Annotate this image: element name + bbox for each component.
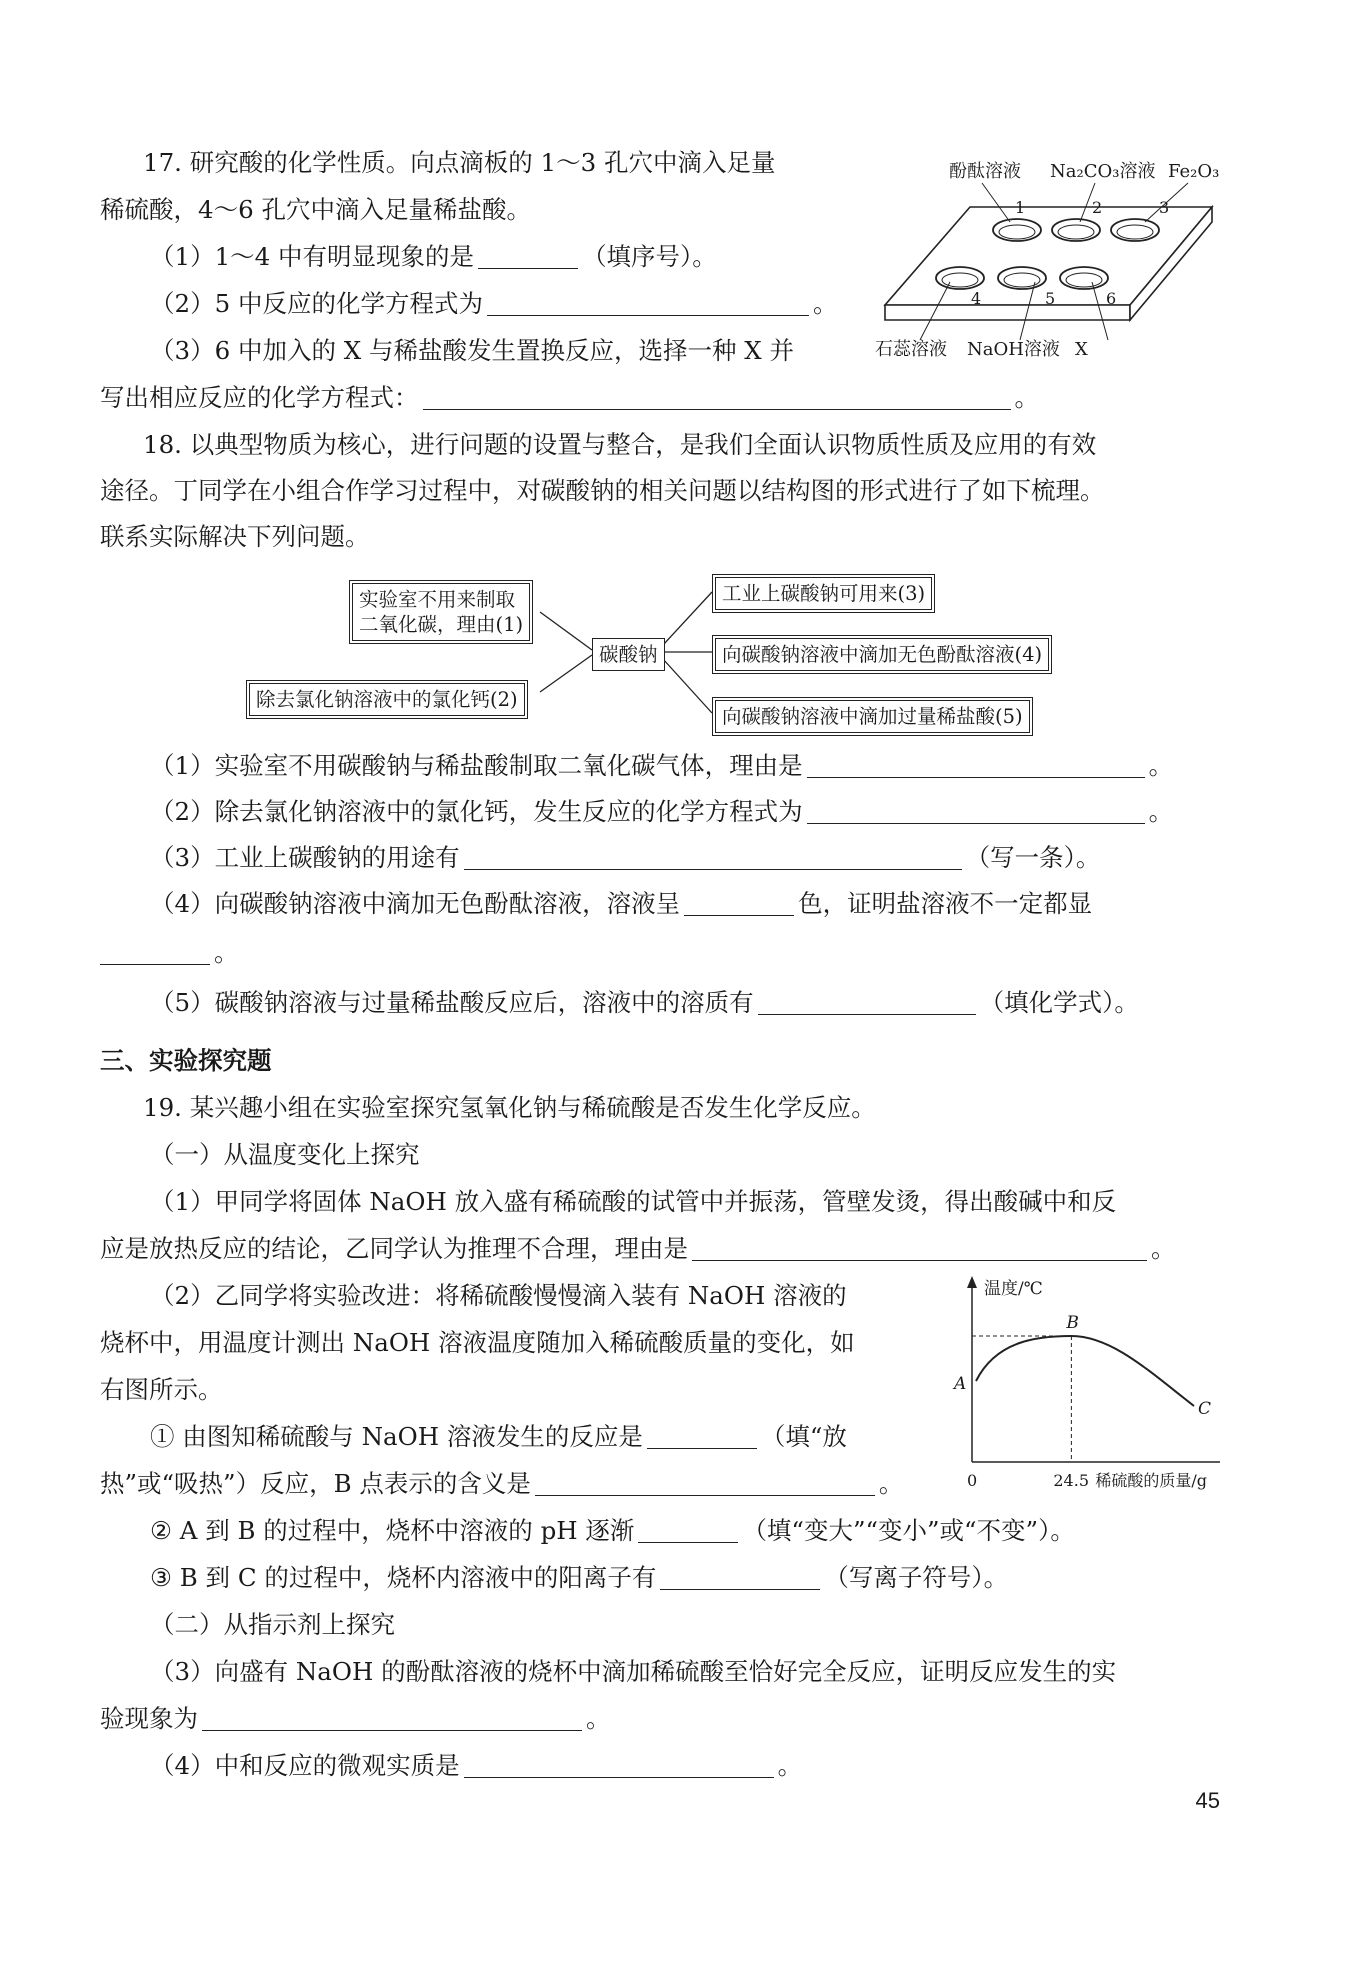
x-axis-label: 稀硫酸的质量/g <box>1095 1471 1208 1490</box>
q19-p2-line3 <box>100 1373 223 1407</box>
hole-number-6: 6 <box>1106 289 1117 308</box>
map-text: 实验室不用来制取 <box>359 588 516 611</box>
answer-blank[interactable] <box>638 1516 738 1543</box>
map-box-hcl <box>715 700 1030 733</box>
q19-c3-text: ③ B 到 C 的过程中，烧杯内溶液中的阳离子有 <box>150 1563 657 1592</box>
map-text: 二氧化碳，理由(1) <box>359 613 524 636</box>
answer-blank[interactable] <box>100 938 210 965</box>
q17-part3-text: （3）6 中加入的 X 与稀盐酸发生置换反应，选择一种 X 并 <box>150 336 794 365</box>
q17-part3-text-2: 写出相应反应的化学方程式： <box>100 383 419 412</box>
q19-c2 <box>150 1514 1075 1548</box>
label-phenolphthalein: 酚酞溶液 <box>949 161 1021 182</box>
q17-stem-1: 17. 研究酸的化学性质。向点滴板的 1～3 孔穴中滴入足量 <box>143 148 776 177</box>
q17-part2-text: （2）5 中反应的化学方程式为 <box>150 289 483 318</box>
q19-p3-line2 <box>100 1702 611 1736</box>
label-na2co3: Na₂CO₃溶液 <box>1050 161 1156 182</box>
label-naoh: NaOH溶液 <box>967 339 1060 360</box>
concept-map-lines <box>0 0 1350 760</box>
q18-part1-tail: 。 <box>1148 751 1174 780</box>
q18-part5-tail: （填化学式）。 <box>979 988 1139 1017</box>
q18-stem-3: 联系实际解决下列问题。 <box>100 522 370 551</box>
label-x: X <box>1075 339 1088 360</box>
point-label-c: C <box>1198 1399 1212 1419</box>
q18-part4-line2 <box>100 936 239 970</box>
q18-part2-tail: 。 <box>1148 797 1174 826</box>
q19-part2-text: （2）乙同学将实验改进：将稀硫酸慢慢滴入装有 NaOH 溶液的 <box>150 1281 847 1310</box>
map-text: 工业上碳酸钠可用来(3) <box>722 582 926 605</box>
q19-c1-line2 <box>100 1467 903 1501</box>
q19-p1-line1 <box>150 1185 1116 1219</box>
q19-line1 <box>143 1091 876 1125</box>
answer-blank[interactable] <box>758 988 976 1015</box>
q19-part3-text: （3）向盛有 NaOH 的酚酞溶液的烧杯中滴加稀硫酸至恰好完全反应，证明反应发生的实 <box>150 1657 1117 1686</box>
answer-blank[interactable] <box>464 843 962 870</box>
q18-part5-text: （5）碳酸钠溶液与过量稀盐酸反应后，溶液中的溶质有 <box>150 988 754 1017</box>
label-fe2o3: Fe₂O₃ <box>1168 161 1220 182</box>
q19-c1-text-2: （填“放 <box>760 1422 847 1451</box>
q18-stem-1: 18. 以典型物质为核心，进行问题的设置与整合，是我们全面认识物质性质及应用的有效 <box>143 430 1097 459</box>
answer-blank[interactable] <box>684 889 794 916</box>
q18-part5 <box>150 986 1139 1020</box>
map-text: 除去氯化钠溶液中的氯化钙(2) <box>256 688 518 711</box>
q19-c1-tail: 。 <box>878 1469 904 1498</box>
q19-part-two <box>150 1608 395 1642</box>
q19-part1-text: （1）甲同学将固体 NaOH 放入盛有稀硫酸的试管中并振荡，管壁发烫，得出酸碱中和反 <box>150 1187 1117 1216</box>
hole-number-3: 3 <box>1159 198 1170 217</box>
hole-number-2: 2 <box>1092 198 1103 217</box>
map-box-remove-cacl2 <box>249 683 525 716</box>
q18-part4-text-2: 色，证明盐溶液不一定都显 <box>798 889 1093 918</box>
q19-part1-text-2: 应是放热反应的结论，乙同学认为推理不合理，理由是 <box>100 1234 688 1263</box>
map-box-lab-reason <box>352 583 530 641</box>
section-heading <box>100 1044 272 1078</box>
label-litmus: 石蕊溶液 <box>875 339 947 360</box>
q19-c3-tail: （写离子符号）。 <box>824 1563 1009 1592</box>
q17-part3-tail: 。 <box>1014 383 1039 412</box>
q19-stem: 19. 某兴趣小组在实验室探究氢氧化钠与稀硫酸是否发生化学反应。 <box>143 1093 876 1122</box>
x-tick-0: 0 <box>967 1471 978 1490</box>
q18-part4-text: （4）向碳酸钠溶液中滴加无色酚酞溶液，溶液呈 <box>150 889 681 918</box>
answer-blank[interactable] <box>647 1422 757 1449</box>
q18-part4 <box>150 887 1092 921</box>
q19-c1-text-3: 热”或“吸热”）反应，B 点表示的含义是 <box>100 1469 531 1498</box>
q19-part-one <box>150 1138 420 1172</box>
q19-subheading-1: （一）从温度变化上探究 <box>150 1140 420 1169</box>
q18-part3-text: （3）工业上碳酸钠的用途有 <box>150 843 460 872</box>
section-title: 三、实验探究题 <box>100 1046 272 1075</box>
temperature-curve <box>976 1336 1194 1406</box>
q19-part4-tail: 。 <box>777 1751 803 1780</box>
point-label-b: B <box>1066 1313 1079 1333</box>
q19-p4 <box>150 1749 802 1783</box>
q17-part1-tail: （填序号）。 <box>582 242 717 271</box>
q19-c2-text: ② A 到 B 的过程中，烧杯中溶液的 pH 逐渐 <box>150 1516 635 1545</box>
map-text: 碳酸钠 <box>599 643 658 666</box>
temperature-chart <box>940 1268 1240 1498</box>
answer-blank[interactable] <box>807 797 1145 824</box>
hole-number-5: 5 <box>1045 289 1056 308</box>
q19-c1-text: ① 由图知稀硫酸与 NaOH 溶液发生的反应是 <box>150 1422 643 1451</box>
q19-part2-text-3: 右图所示。 <box>100 1375 223 1404</box>
q18-part3 <box>150 841 1100 875</box>
answer-blank[interactable] <box>464 1751 774 1778</box>
answer-blank[interactable] <box>660 1563 820 1590</box>
q17-part2-tail: 。 <box>812 289 838 318</box>
q19-c2-tail: （填“变大”“变小”或“不变”）。 <box>742 1516 1075 1545</box>
x-tick-1: 24.5 <box>1053 1471 1089 1490</box>
map-text: 向碳酸钠溶液中滴加无色酚酞溶液(4) <box>722 643 1043 666</box>
map-box-phenolphthalein <box>715 638 1049 671</box>
page-number: 45 <box>1195 1788 1220 1813</box>
q19-part2-text-2: 烧杯中，用温度计测出 NaOH 溶液温度随加入稀硫酸质量的变化，如 <box>100 1328 855 1357</box>
q19-c1-line1 <box>150 1420 847 1454</box>
answer-blank[interactable] <box>692 1234 1147 1261</box>
map-box-center <box>592 638 665 671</box>
q19-p2-line2 <box>100 1326 855 1360</box>
y-axis-arrow <box>967 1276 977 1288</box>
q18-part2 <box>150 795 1173 829</box>
q18-part1-text: （1）实验室不用碳酸钠与稀盐酸制取二氧化碳气体，理由是 <box>150 751 803 780</box>
point-label-a: A <box>954 1374 967 1394</box>
q19-c3 <box>150 1561 1008 1595</box>
q18-part3-tail: （写一条）。 <box>965 843 1101 872</box>
q19-part3-text-2: 验现象为 <box>100 1704 198 1733</box>
hole-number-4: 4 <box>971 289 982 308</box>
q18-stem-2: 途径。丁同学在小组合作学习过程中，对碳酸钠的相关问题以结构图的形式进行了如下梳理。 <box>100 476 1105 505</box>
q17-stem-2: 稀硫酸，4～6 孔穴中滴入足量稀盐酸。 <box>100 195 531 224</box>
q19-part4-text: （4）中和反应的微观实质是 <box>150 1751 460 1780</box>
q18-part2-text: （2）除去氯化钠溶液中的氯化钙，发生反应的化学方程式为 <box>150 797 803 826</box>
answer-blank[interactable] <box>535 1469 875 1496</box>
q19-part3-tail: 。 <box>586 1704 611 1733</box>
map-box-industry <box>715 577 932 610</box>
q19-subheading-2: （二）从指示剂上探究 <box>150 1610 395 1639</box>
q19-p2-line1 <box>150 1279 847 1313</box>
y-axis-label: 温度/℃ <box>984 1279 1043 1299</box>
map-text: 向碳酸钠溶液中滴加过量稀盐酸(5) <box>722 705 1023 728</box>
q18-part4-tail: 。 <box>214 938 239 967</box>
q19-p1-line2 <box>100 1232 1176 1266</box>
q19-part1-tail: 。 <box>1151 1234 1176 1263</box>
q19-p3-line1 <box>150 1655 1116 1689</box>
q18-part1 <box>150 749 1173 783</box>
hole-number-1: 1 <box>1015 198 1026 217</box>
answer-blank[interactable] <box>807 751 1145 778</box>
q17-part1-text: （1）1～4 中有明显现象的是 <box>150 242 475 271</box>
answer-blank[interactable] <box>202 1704 582 1731</box>
